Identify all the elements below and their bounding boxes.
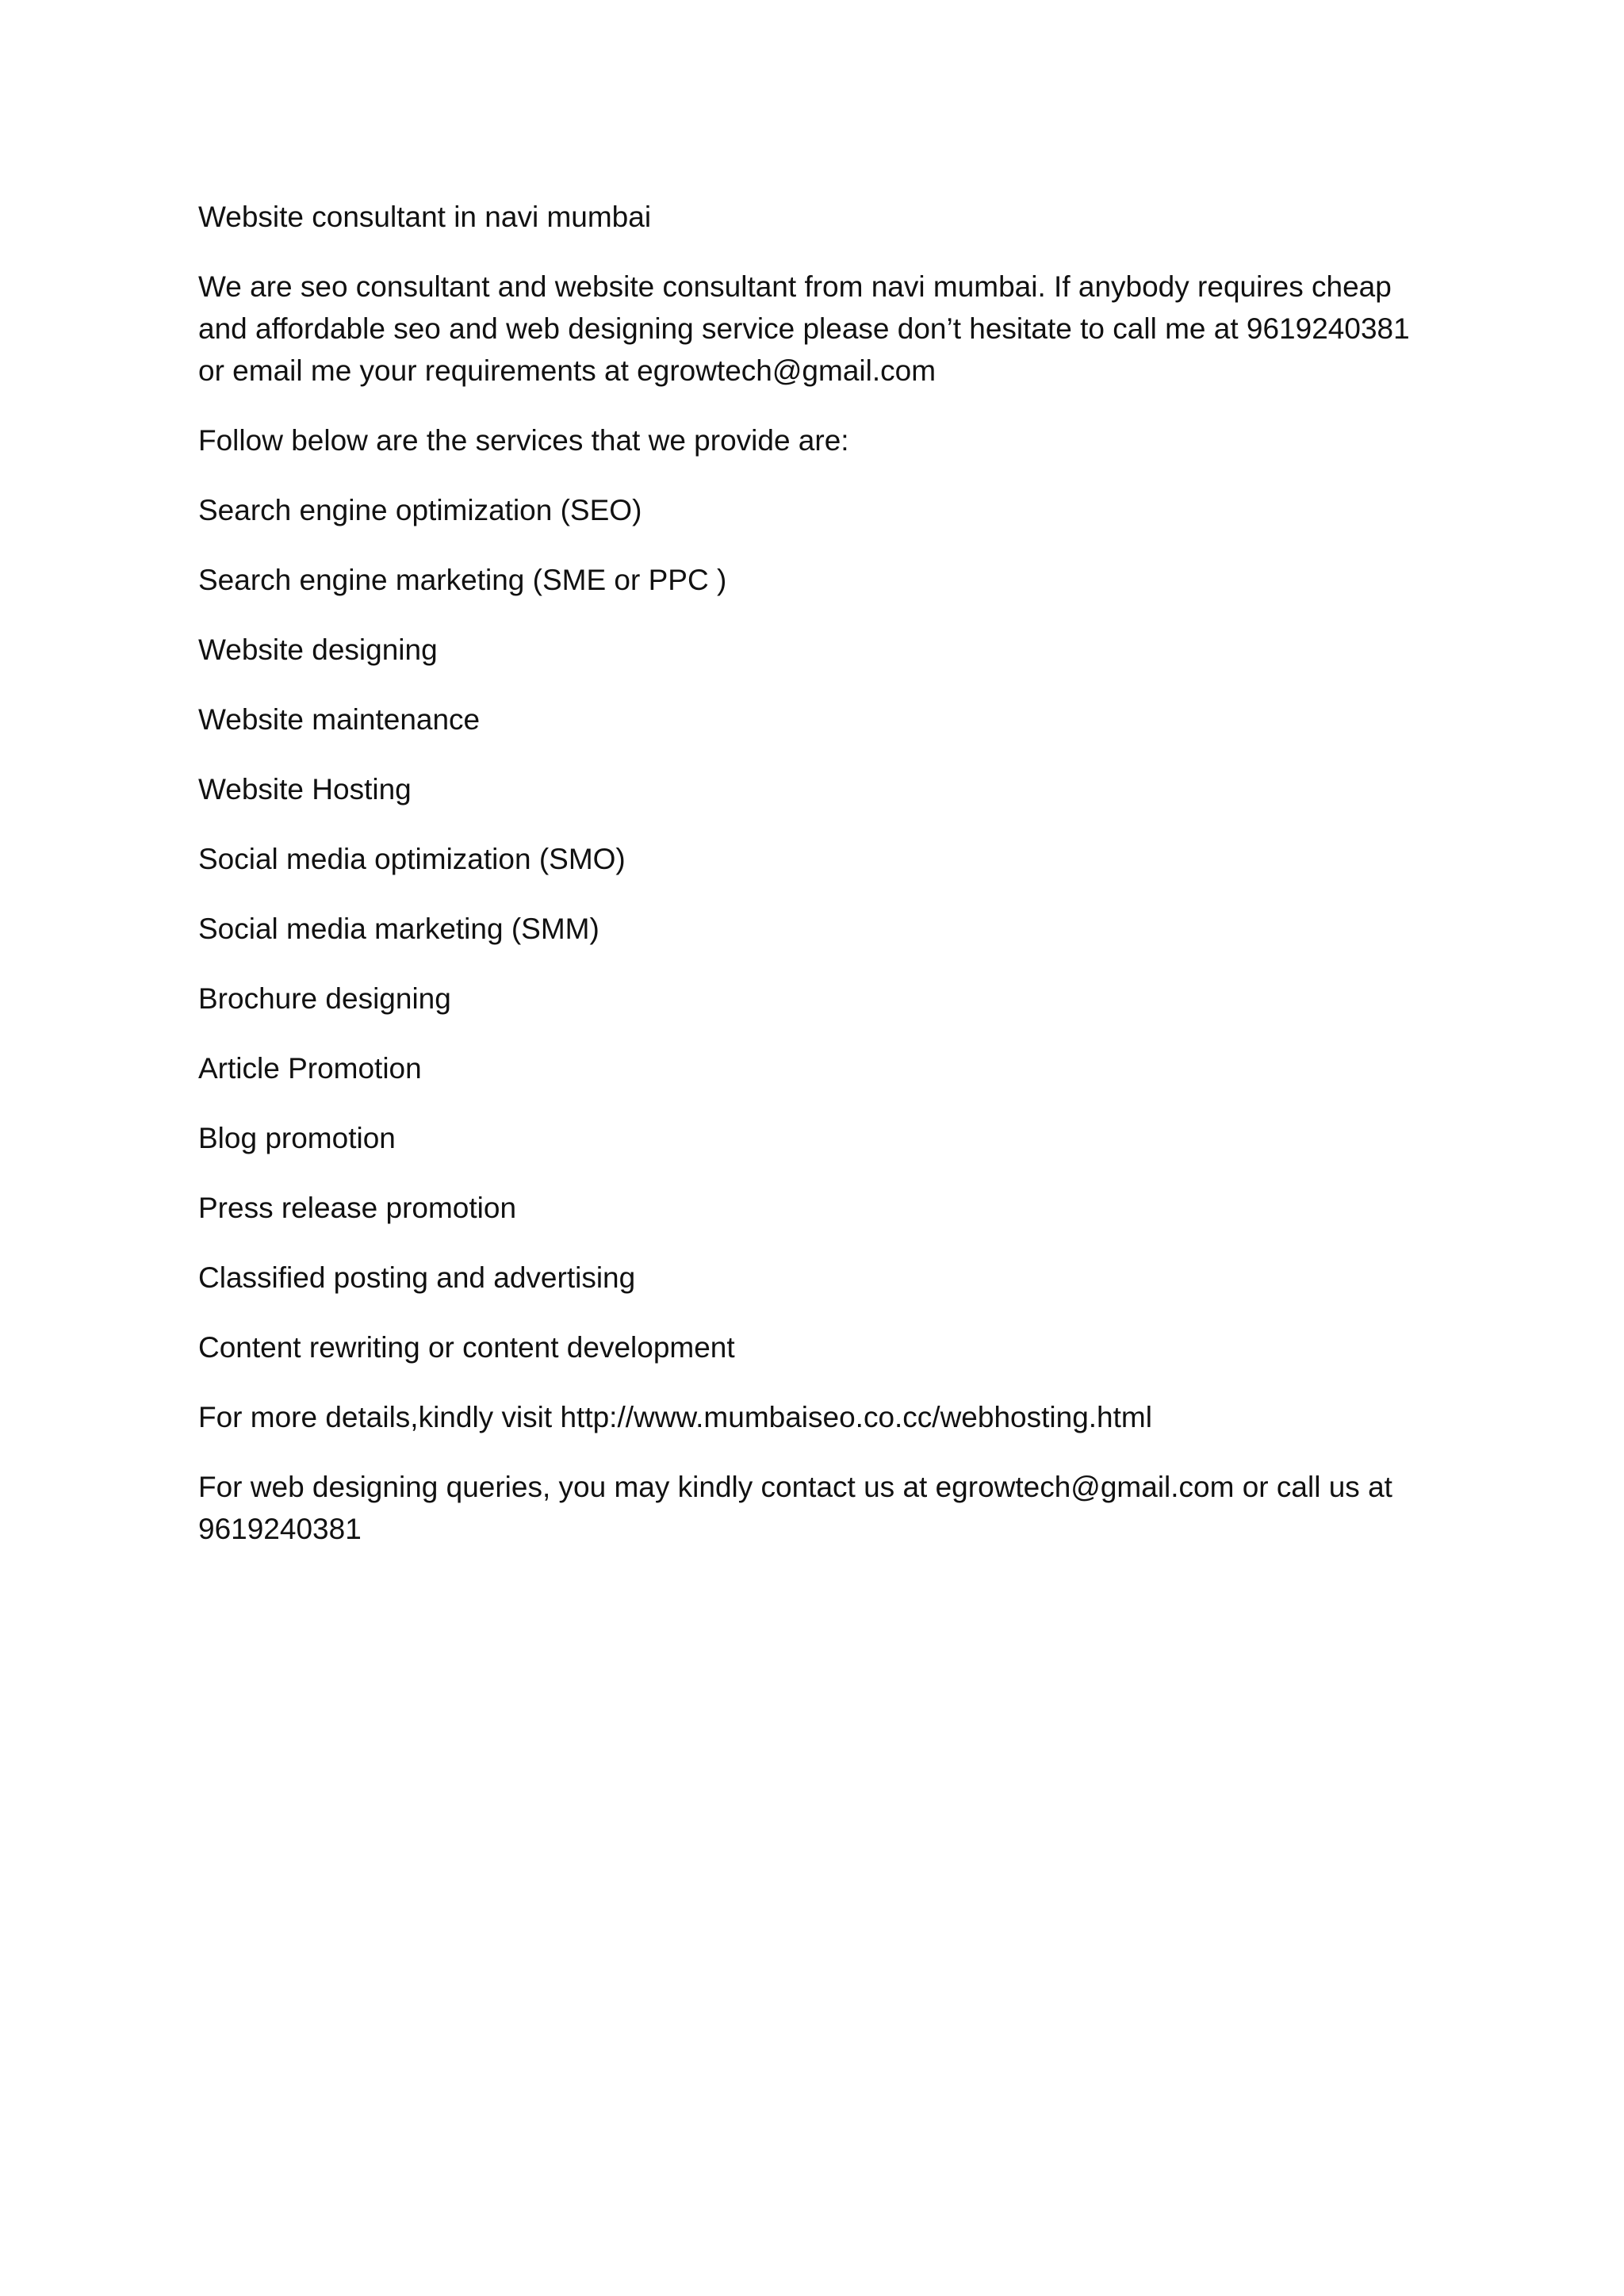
more-details-paragraph: For more details,kindly visit http://www.mumbaiseo.co.cc/webhosting.html (198, 1401, 1152, 1433)
document-title: Website consultant in navi mumbai (198, 201, 652, 233)
service-item: Content rewriting or content development (198, 1331, 735, 1364)
contact-paragraph: For web designing queries, you may kindly contact us at egrowtech@gmail.com or call us at 9619240381 (198, 1471, 1392, 1545)
service-item: Blog promotion (198, 1122, 396, 1154)
services-heading: Follow below are the services that we provide are: (198, 424, 849, 457)
service-item: Classified posting and advertising (198, 1261, 636, 1294)
service-item: Brochure designing (198, 982, 451, 1015)
service-item: Article Promotion (198, 1052, 422, 1085)
service-item: Social media marketing (SMM) (198, 913, 599, 945)
service-item: Search engine marketing (SME or PPC ) (198, 564, 727, 596)
service-item: Press release promotion (198, 1192, 517, 1224)
intro-paragraph: We are seo consultant and website consultant from navi mumbai. If anybody requires cheap and affordable seo and web designing service please don’t hesitate to call me at 9619240381 or email me your requirements at egrowtech@gmail.com (198, 270, 1410, 387)
services-list (198, 489, 1435, 1368)
document-content (198, 196, 1435, 1578)
service-item: Social media optimization (SMO) (198, 843, 626, 875)
service-item: Website maintenance (198, 703, 481, 736)
service-item: Search engine optimization (SEO) (198, 494, 642, 526)
service-item: Website designing (198, 633, 438, 666)
service-item: Website Hosting (198, 773, 412, 806)
